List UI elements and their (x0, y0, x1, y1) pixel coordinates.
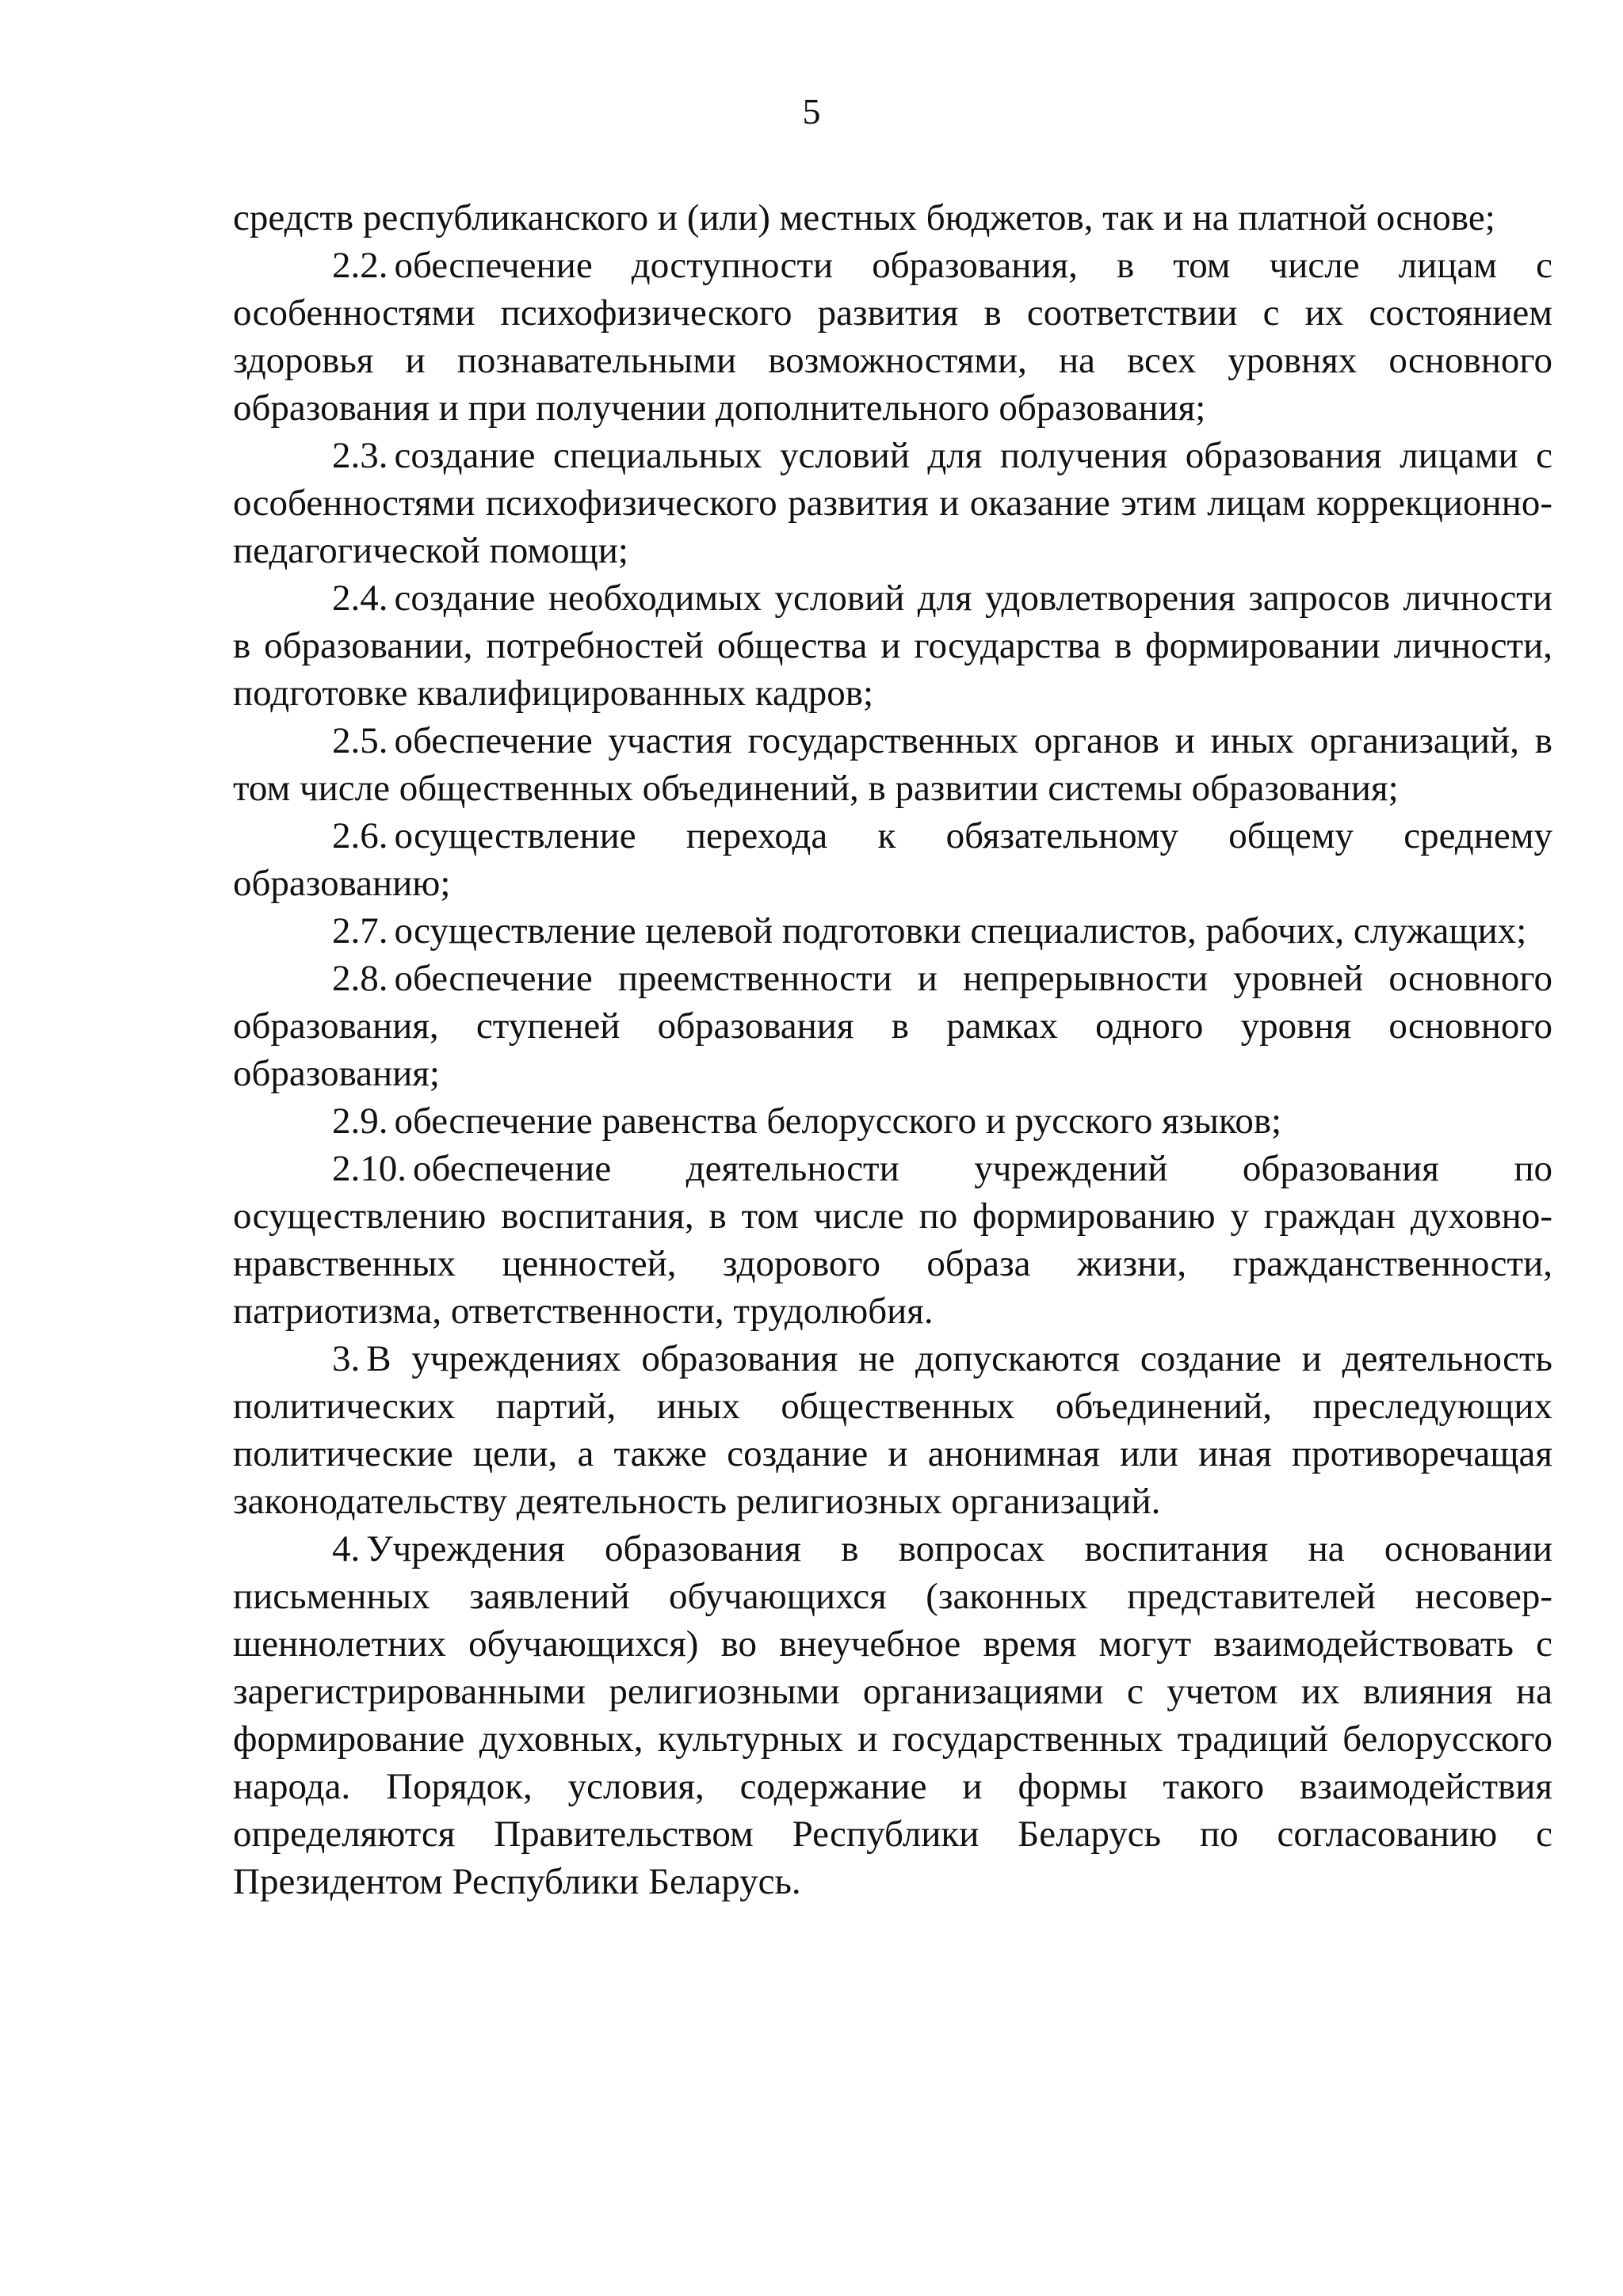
paragraph-number: 2.3. (332, 435, 388, 476)
paragraph-4 (233, 1525, 1552, 1905)
paragraph-text: обеспечение преемственности и непрерывности уровней основного образования, ступеней образования в рамках одного уровня основного образования; (233, 958, 1552, 1094)
paragraph-number: 2.7. (332, 910, 388, 952)
paragraph-2-9 (233, 1097, 1552, 1145)
paragraph-number: 2.2. (332, 245, 388, 286)
paragraph-text: осуществление целевой подготовки специалистов, рабочих, служащих; (394, 910, 1527, 952)
paragraph-number: 2.5. (332, 720, 388, 761)
paragraph-number: 2.10. (332, 1148, 407, 1189)
paragraph-2-5 (233, 717, 1552, 812)
paragraph-text: В учреждениях образования не допускаются создание и деятельность политических партий, иных общественных объединений, преследующих политические цели, а также создание и анонимная или иная противоречащая законодательству деятельность религиозных организаций. (233, 1338, 1552, 1522)
paragraph-continuation (233, 194, 1552, 242)
paragraph-2-10 (233, 1145, 1552, 1335)
paragraph-2-7 (233, 907, 1552, 955)
paragraph-number: 2.8. (332, 958, 388, 999)
paragraph-number: 2.4. (332, 578, 388, 619)
document-body (233, 194, 1552, 1905)
paragraph-number: 3. (332, 1338, 361, 1379)
paragraph-2-2 (233, 242, 1552, 432)
page-number: 5 (802, 91, 821, 132)
paragraph-text: создание специальных условий для получения образования лицами с особенностями психофизического развития и оказание этим лицам коррекционно-педагогической помощи; (233, 435, 1552, 571)
paragraph-2-6 (233, 812, 1552, 907)
paragraph-number: 2.6. (332, 815, 388, 856)
paragraph-text: средств республиканского и (или) местных бюджетов, так и на платной основе; (233, 197, 1495, 238)
paragraph-text: Учреждения образования в вопросах воспитания на основании письменных заявлений обучающихся (законных представителей несовершеннолетних обучающихся) во внеучебное время могут взаимодействовать с зарегистрированными религиозными организациями с учетом их влияния на формирование духовных, культурных и государственных традиций белорусского народа. Порядок, условия, содержание и формы такого взаимодействия определяются Правительством Республики Беларусь по согласованию с Президентом Республики Беларусь. (233, 1528, 1552, 1902)
paragraph-text: обеспечение равенства белорусского и русского языков; (394, 1100, 1282, 1142)
paragraph-text: обеспечение участия государственных органов и иных организаций, в том числе общественных объединений, в развитии системы образования; (233, 720, 1552, 809)
paragraph-text: обеспечение доступности образования, в том числе лицам с особенностями психофизического развития в соответствии с их состоянием здоровья и познавательными возможностями, на всех уровнях основного образования и при получении дополнительного образования; (233, 245, 1552, 429)
paragraph-number: 4. (332, 1528, 361, 1569)
paragraph-2-4 (233, 574, 1552, 717)
paragraph-2-3 (233, 432, 1552, 574)
paragraph-3 (233, 1335, 1552, 1525)
paragraph-number: 2.9. (332, 1100, 388, 1142)
paragraph-text: обеспечение деятельности учреждений образования по осуществлению воспитания, в том числе по формированию у граждан духовно-нравственных ценностей, здорового образа жизни, гражданственности, патриотизма, ответственности, трудолюбия. (233, 1148, 1552, 1332)
paragraph-text: создание необходимых условий для удовлетворения запросов личности в образовании, потребностей общества и государства в формировании личности, подготовке квалифицированных кадров; (233, 578, 1552, 714)
paragraph-text: осуществление перехода к обязательному общему среднему образованию; (233, 815, 1552, 904)
paragraph-2-8 (233, 955, 1552, 1097)
